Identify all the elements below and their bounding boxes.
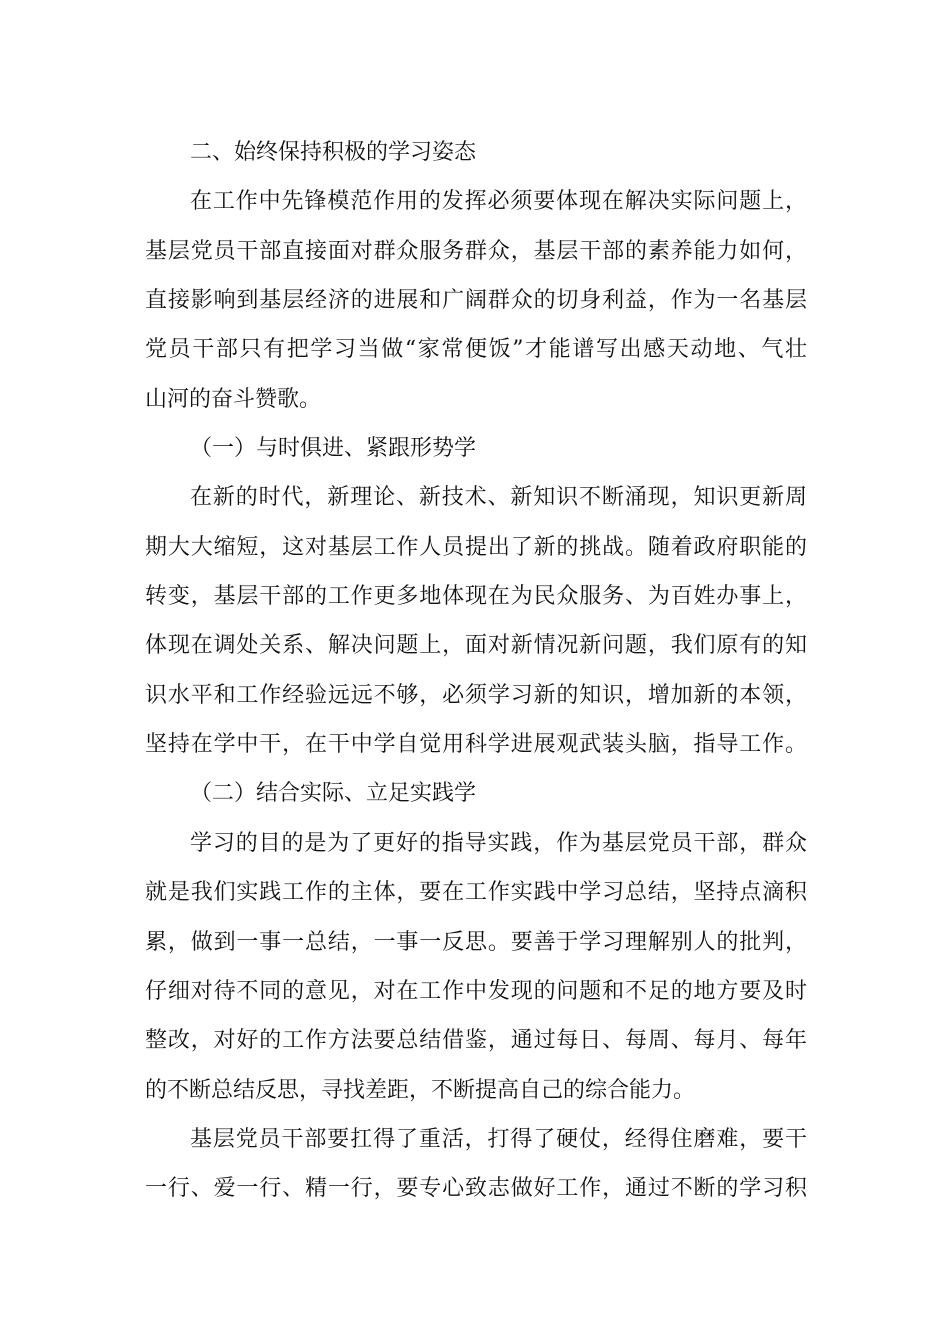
paragraph-line: 的不断总结反思，寻找差距，不断提高自己的综合能力。: [145, 1077, 696, 1103]
paragraph-line: 一行、爱一行、精一行，要专心致志做好工作，通过不断的学习积: [145, 1176, 807, 1202]
paragraph-line: 直接影响到基层经济的进展和广阔群众的切身利益，作为一名基层: [145, 288, 807, 314]
section-heading: 二、始终保持积极的学习姿态: [190, 140, 477, 165]
paragraph-line: 党员干部只有把学习当做“家常便饭”才能谱写出感天动地、气壮: [145, 337, 807, 363]
paragraph-line: 基层党员干部要扛得了重活，打得了硬仗，经得住磨难，要干: [190, 1126, 807, 1152]
paragraph-line: 累，做到一事一总结，一事一反思。要善于学习理解别人的批判，: [145, 929, 807, 955]
subsection-heading: （一）与时俱进、紧跟形势学: [190, 436, 477, 462]
paragraph-line: 期大大缩短，这对基层工作人员提出了新的挑战。随着政府职能的: [145, 534, 807, 560]
paragraph-line: 基层党员干部直接面对群众服务群众，基层干部的素养能力如何，: [145, 238, 807, 264]
paragraph-line: 体现在调处关系、解决问题上，面对新情况新问题，我们原有的知: [145, 633, 807, 659]
paragraph-line: 识水平和工作经验远远不够，必须学习新的知识，增加新的本领，: [145, 682, 807, 708]
paragraph-line: 在新的时代，新理论、新技术、新知识不断涌现，知识更新周: [190, 485, 807, 511]
paragraph-line: 仔细对待不同的意见，对在工作中发现的问题和不足的地方要及时: [145, 978, 807, 1004]
paragraph-line: 转变，基层干部的工作更多地体现在为民众服务、为百姓办事上，: [145, 584, 807, 610]
paragraph-line: 山河的奋斗赞歌。: [145, 386, 322, 412]
paragraph-line: 就是我们实践工作的主体，要在工作实践中学习总结，坚持点滴积: [145, 880, 807, 906]
document-body: [145, 128, 807, 1214]
paragraph-line: 在工作中先锋模范作用的发挥必须要体现在解决实际问题上，: [190, 189, 807, 215]
paragraph-line: 学习的目的是为了更好的指导实践，作为基层党员干部，群众: [190, 830, 807, 856]
paragraph-line: 坚持在学中干，在干中学自觉用科学进展观武装头脑，指导工作。: [145, 732, 807, 758]
paragraph-line: 整改，对好的工作方法要总结借鉴，通过每日、每周、每月、每年: [145, 1028, 807, 1054]
subsection-heading: （二）结合实际、立足实践学: [190, 781, 477, 807]
